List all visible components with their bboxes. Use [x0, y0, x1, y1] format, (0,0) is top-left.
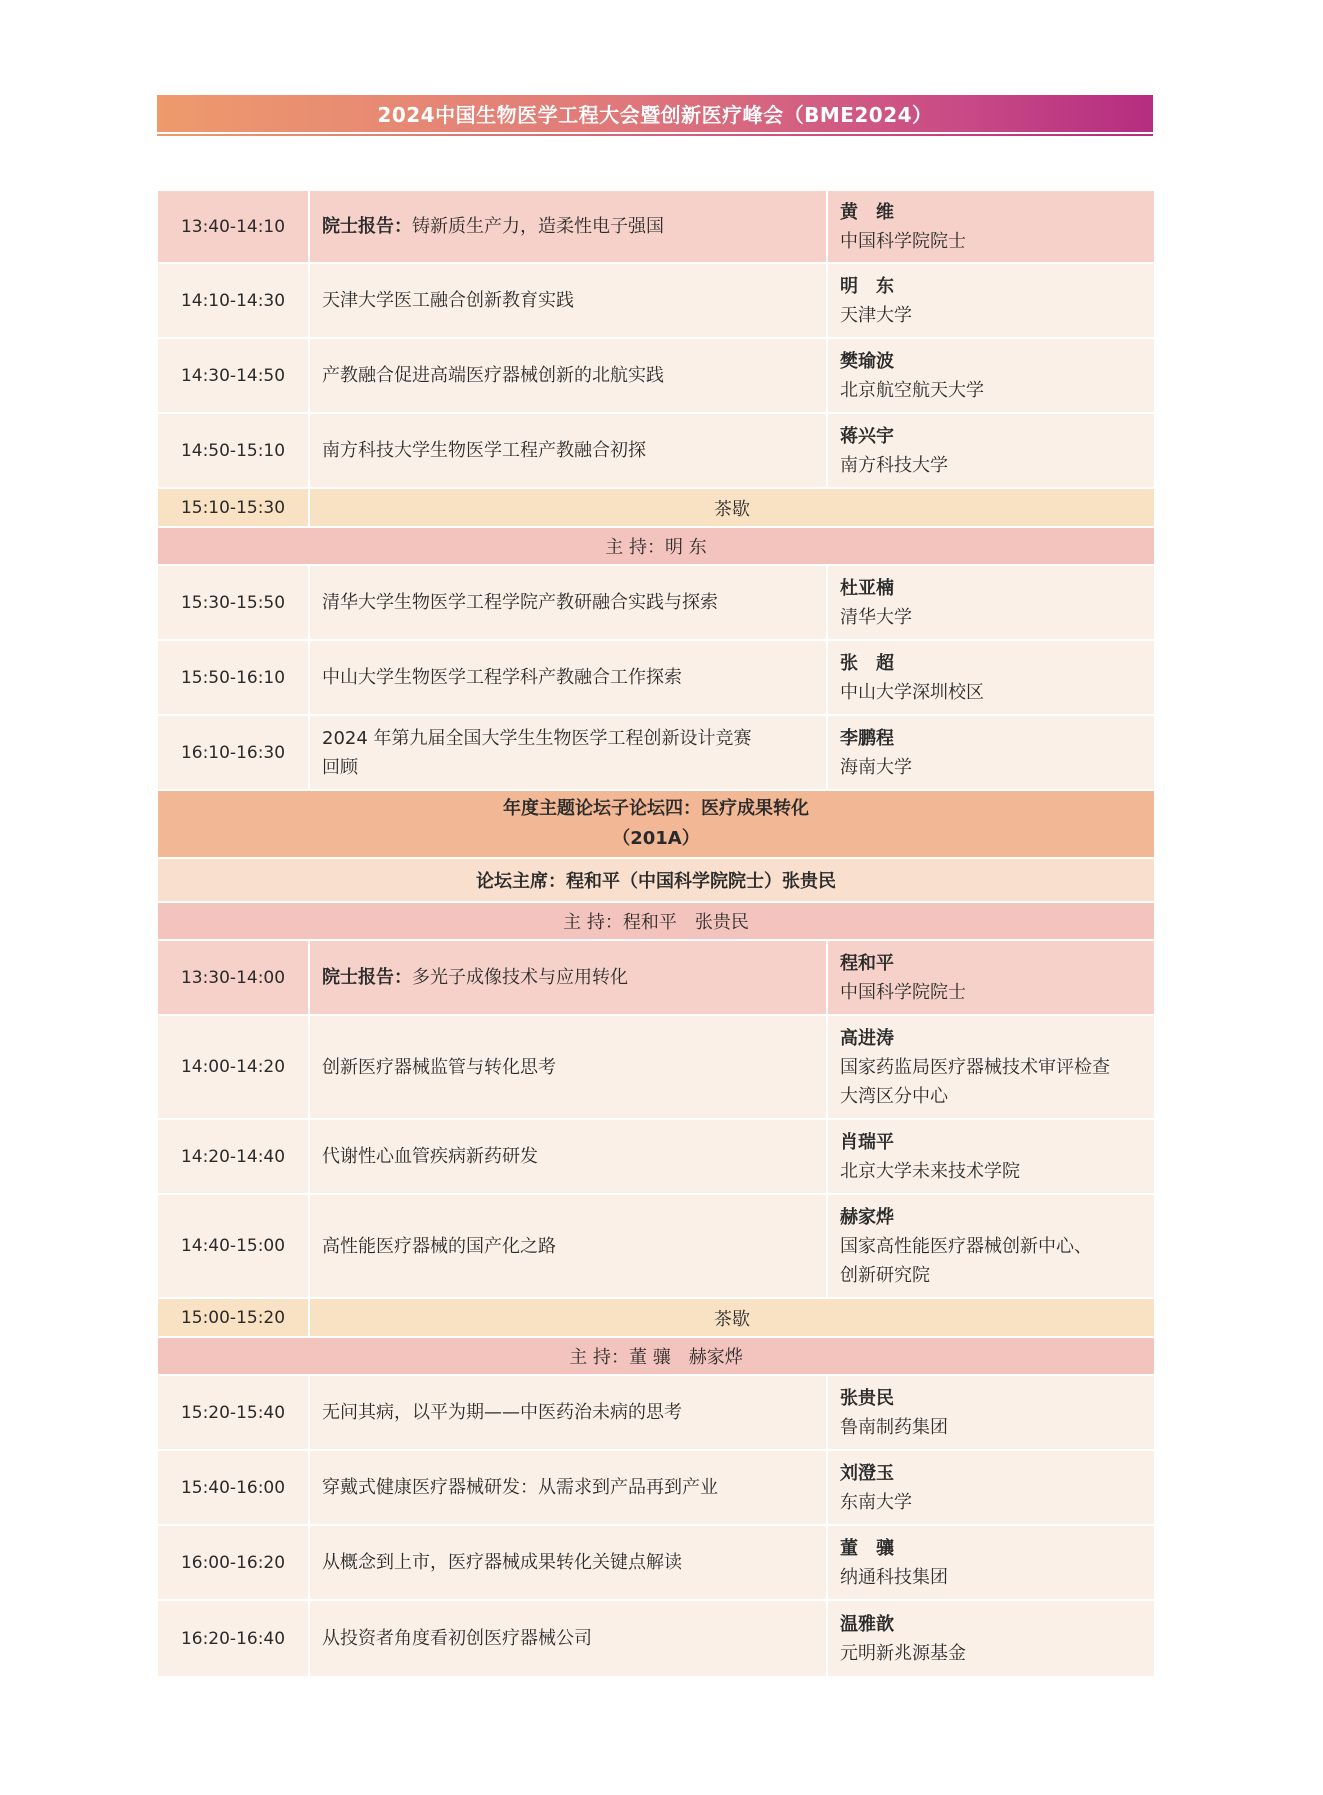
speaker-org: 创新研究院 [840, 1264, 930, 1286]
speaker [828, 191, 1154, 262]
session-time: 14:10-14:30 [158, 264, 310, 337]
speaker-name: 温雅歆 [840, 1613, 894, 1635]
speaker [828, 1526, 1154, 1599]
session-topic: 南方科技大学生物医学工程产教融合初探 [310, 414, 828, 487]
session-topic: 穿戴式健康医疗器械研发：从需求到产品再到产业 [310, 1451, 828, 1524]
break-label: 茶歇 [714, 498, 750, 520]
break-time: 15:00-15:20 [158, 1299, 310, 1336]
table-row [158, 191, 1154, 264]
speaker-name: 张 超 [840, 652, 894, 674]
session-time: 16:20-16:40 [158, 1601, 310, 1676]
session-topic: 无问其病，以平为期——中医药治未病的思考 [310, 1376, 828, 1449]
topic-line: 回顾 [322, 756, 358, 778]
speaker-org: 国家高性能医疗器械创新中心、 [840, 1235, 1092, 1257]
session-topic: 从概念到上市，医疗器械成果转化关键点解读 [310, 1526, 828, 1599]
speaker-name: 李鹏程 [840, 727, 894, 749]
table-row [158, 339, 1154, 414]
speaker-org: 大湾区分中心 [840, 1085, 948, 1107]
table-row [158, 1376, 1154, 1451]
session-time: 15:20-15:40 [158, 1376, 310, 1449]
session-time: 15:30-15:50 [158, 566, 310, 639]
forum-title: 年度主题论坛子论坛四：医疗成果转化 [503, 798, 809, 819]
speaker [828, 941, 1154, 1014]
chair-row: 主 持：明 东 [158, 528, 1154, 566]
speaker [828, 1120, 1154, 1193]
keynote-label: 院士报告： [322, 967, 412, 988]
speaker-org: 中山大学深圳校区 [840, 681, 984, 703]
speaker-name: 樊瑜波 [840, 350, 894, 372]
break-time: 15:10-15:30 [158, 489, 310, 526]
table-row [158, 716, 1154, 791]
session-topic [310, 191, 828, 262]
speaker-org: 纳通科技集团 [840, 1566, 948, 1588]
speaker-org: 中国科学院院士 [840, 230, 966, 252]
session-topic [310, 941, 828, 1014]
session-topic [310, 716, 828, 789]
table-row [158, 1601, 1154, 1676]
speaker-org: 国家药监局医疗器械技术审评检查 [840, 1056, 1110, 1078]
speaker-org: 元明新兆源基金 [840, 1642, 966, 1664]
session-time: 16:10-16:30 [158, 716, 310, 789]
table-row [158, 641, 1154, 716]
speaker [828, 264, 1154, 337]
session-topic: 清华大学生物医学工程学院产教研融合实践与探索 [310, 566, 828, 639]
speaker [828, 1195, 1154, 1297]
speaker [828, 1376, 1154, 1449]
session-topic: 中山大学生物医学工程学科产教融合工作探索 [310, 641, 828, 714]
session-time: 16:00-16:20 [158, 1526, 310, 1599]
banner-underline [157, 134, 1153, 136]
table-row [158, 566, 1154, 641]
speaker [828, 339, 1154, 412]
speaker-org: 北京大学未来技术学院 [840, 1160, 1020, 1182]
session-topic: 从投资者角度看初创医疗器械公司 [310, 1601, 828, 1676]
session-time: 15:50-16:10 [158, 641, 310, 714]
topic-text: 多光子成像技术与应用转化 [412, 967, 628, 988]
session-topic: 代谢性心血管疾病新药研发 [310, 1120, 828, 1193]
speaker-name: 明 东 [840, 275, 894, 297]
speaker [828, 414, 1154, 487]
table-row [158, 941, 1154, 1016]
chair-row: 主 持：董 骧 赫家烨 [158, 1338, 1154, 1376]
chair-row: 主 持：程和平 张贵民 [158, 903, 1154, 941]
session-time: 13:30-14:00 [158, 941, 310, 1014]
topic-text: 铸新质生产力，造柔性电子强国 [412, 216, 664, 237]
session-time: 14:30-14:50 [158, 339, 310, 412]
forum-room: （201A） [612, 828, 700, 849]
speaker-name: 肖瑞平 [840, 1131, 894, 1153]
session-topic: 天津大学医工融合创新教育实践 [310, 264, 828, 337]
speaker [828, 641, 1154, 714]
speaker-name: 刘澄玉 [840, 1462, 894, 1484]
table-row [158, 1120, 1154, 1195]
speaker-name: 杜亚楠 [840, 577, 894, 599]
speaker-org: 北京航空航天大学 [840, 379, 984, 401]
table-row [158, 1451, 1154, 1526]
table-row [158, 414, 1154, 489]
speaker-name: 蒋兴宇 [840, 425, 894, 447]
topic-line: 2024 年第九届全国大学生生物医学工程创新设计竞赛 [322, 727, 752, 749]
session-topic: 产教融合促进高端医疗器械创新的北航实践 [310, 339, 828, 412]
speaker-name: 高进涛 [840, 1027, 894, 1049]
break-label: 茶歇 [714, 1308, 750, 1330]
speaker-org: 南方科技大学 [840, 454, 948, 476]
speaker-org: 清华大学 [840, 606, 912, 628]
speaker [828, 1451, 1154, 1524]
break-row [158, 489, 1154, 528]
speaker-org: 中国科学院院士 [840, 981, 966, 1003]
session-time: 14:20-14:40 [158, 1120, 310, 1193]
table-row [158, 264, 1154, 339]
schedule-table [158, 191, 1154, 1676]
speaker [828, 1016, 1154, 1118]
table-row [158, 1016, 1154, 1120]
speaker [828, 716, 1154, 789]
session-time: 15:40-16:00 [158, 1451, 310, 1524]
speaker [828, 566, 1154, 639]
conference-banner [157, 95, 1153, 132]
session-topic: 高性能医疗器械的国产化之路 [310, 1195, 828, 1297]
speaker-org: 鲁南制药集团 [840, 1416, 948, 1438]
session-time: 14:00-14:20 [158, 1016, 310, 1118]
session-time: 14:40-15:00 [158, 1195, 310, 1297]
speaker-org: 天津大学 [840, 304, 912, 326]
forum-header [158, 791, 1154, 859]
keynote-label: 院士报告： [322, 216, 412, 237]
table-row [158, 1526, 1154, 1601]
session-time: 14:50-15:10 [158, 414, 310, 487]
speaker-name: 黄 维 [840, 201, 894, 223]
speaker-org: 东南大学 [840, 1491, 912, 1513]
speaker-org: 海南大学 [840, 756, 912, 778]
banner-title: 2024中国生物医学工程大会暨创新医疗峰会（BME2024） [377, 103, 933, 127]
session-topic: 创新医疗器械监管与转化思考 [310, 1016, 828, 1118]
speaker-name: 董 骧 [840, 1537, 894, 1559]
speaker-name: 赫家烨 [840, 1206, 894, 1228]
session-time: 13:40-14:10 [158, 191, 310, 262]
break-row [158, 1299, 1154, 1338]
speaker-name: 程和平 [840, 952, 894, 974]
speaker [828, 1601, 1154, 1676]
speaker-name: 张贵民 [840, 1387, 894, 1409]
forum-chair-row: 论坛主席：程和平（中国科学院院士）张贵民 [158, 859, 1154, 903]
table-row [158, 1195, 1154, 1299]
